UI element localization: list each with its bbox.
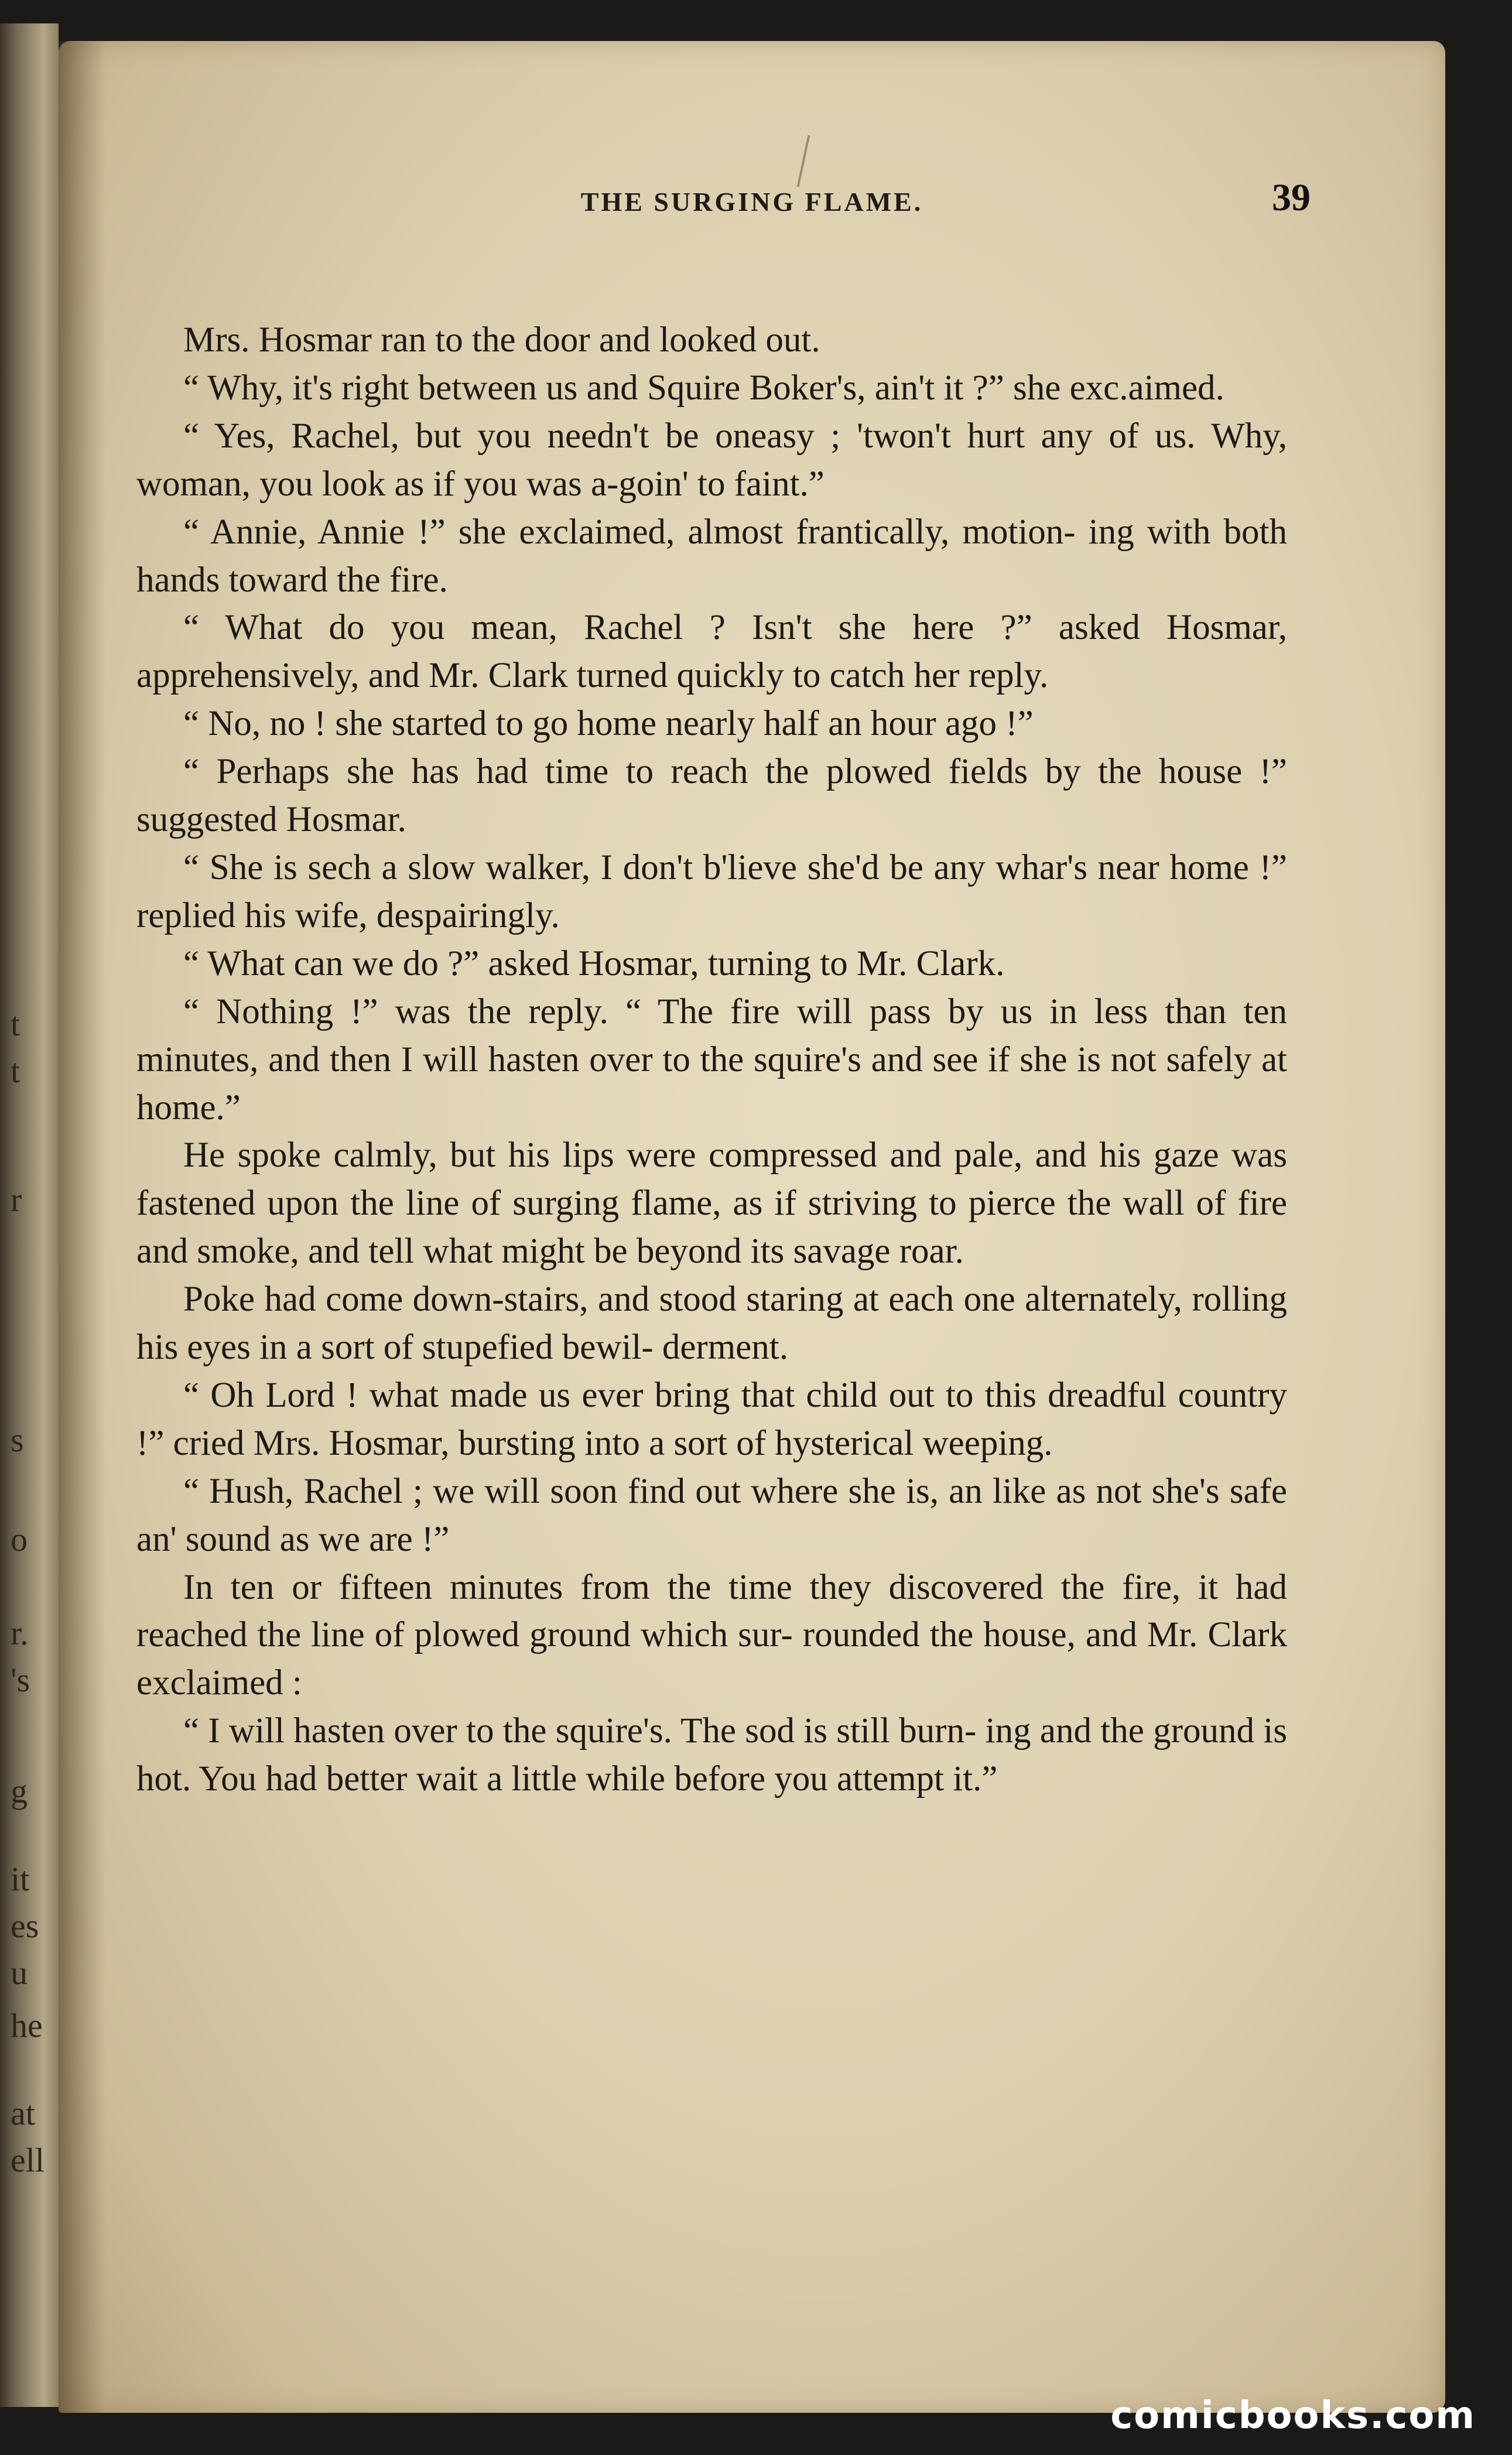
paragraph: Mrs. Hosmar ran to the door and looked out. [183,320,820,360]
margin-fragment: r [11,1181,22,1219]
paragraph: “ Perhaps she has had time to reach the plowed fields by the house !” suggested Hosmar. [136,752,1287,840]
margin-fragment: r. [11,1614,29,1652]
margin-fragment: es [11,1907,39,1945]
running-title: THE SURGING FLAME. [580,187,923,217]
paragraph: In ten or fifteen minutes from the time they discovered the fire, it had reached the line of plowed ground which sur- rounded the house, and Mr. Clark exclaimed : [136,1567,1287,1703]
margin-fragment: g [11,1772,28,1810]
paragraph: “ Nothing !” was the reply. “ The fire will pass by us in less than ten minutes, and then I will hasten over to the squire's and see if she is not safely at home.” [136,991,1287,1127]
gutter-shadow [59,41,105,2413]
paragraph: “ I will hasten over to the squire's. The sod is still burn- ing and the ground is hot. You had better wait a little while before you attempt it.” [136,1711,1287,1799]
margin-fragment: t [11,1005,20,1043]
watermark: comicbooks.com [1110,2394,1476,2437]
paragraph: He spoke calmly, but his lips were compressed and pale, and his gaze was fastened upon the line of surging flame, as if striving to pierce the wall of fire and smoke, and tell what might be beyond its savage roar. [136,1136,1287,1271]
margin-fragment: he [11,2006,43,2044]
paragraph: “ Annie, Annie !” she exclaimed, almost frantically, motion- ing with both hands toward the fire. [136,512,1287,600]
paragraph: “ Yes, Rachel, but you needn't be oneasy ; 'twon't hurt any of us. Why, woman, you look as if you was a-goin' to faint.” [136,416,1287,504]
margin-fragment: it [11,1860,30,1898]
margin-fragment: s [11,1421,24,1459]
paragraph: “ Oh Lord ! what made us ever bring that child out to this dreadful country !” cried Mrs. Hosmar, bursting into a sort of hysterical weeping. [136,1375,1287,1463]
margin-fragment: u [11,1954,28,1992]
book-page [59,41,1445,2413]
paragraph: Poke had come down-stairs, and stood staring at each one alternately, rolling his eyes in a sort of stupefied bewil- derment. [136,1280,1287,1367]
paragraph: “ No, no ! she started to go home nearly half an hour ago !” [183,704,1034,744]
paragraph: “ What can we do ?” asked Hosmar, turning to Mr. Clark. [183,943,1005,983]
ink-mark [797,135,810,187]
previous-page-margin-text [5,23,54,2407]
paragraph: “ She is sech a slow walker, I don't b'lieve she'd be any whar's near home !” replied his wife, despairingly. [136,847,1287,935]
running-head [59,176,1445,233]
paragraph: “ Why, it's right between us and Squire Boker's, ain't it ?” she exc.aimed. [183,368,1224,408]
margin-fragment: at [11,2094,35,2132]
margin-fragment: 's [11,1661,30,1699]
paragraph: “ What do you mean, Rachel ? Isn't she here ?” asked Hosmar, apprehensively, and Mr. Clark turned quickly to catch her reply. [136,608,1287,696]
previous-page-edge [0,23,59,2407]
margin-fragment: t [11,1052,20,1090]
margin-fragment: o [11,1520,28,1558]
margin-fragment: ell [11,2141,45,2179]
body-text [136,316,1287,1803]
page-number: 39 [1272,176,1311,219]
paragraph: “ Hush, Rachel ; we will soon find out where she is, an like as not she's safe an' sound as we are !” [136,1471,1287,1559]
